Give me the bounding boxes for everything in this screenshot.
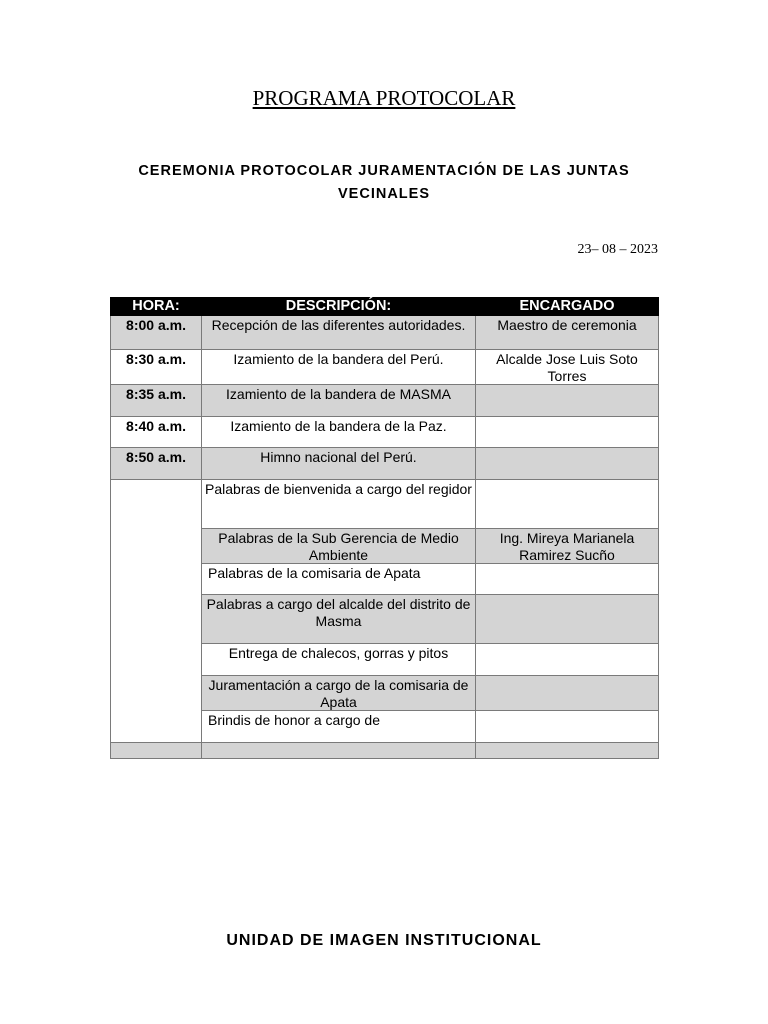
- row-encargado: [476, 743, 659, 759]
- table-header-row: [111, 298, 659, 316]
- row-descripcion: Izamiento de la bandera de la Paz.: [202, 417, 476, 448]
- row-hora-merged: [111, 480, 202, 743]
- row-encargado: [476, 595, 659, 644]
- row-descripcion: Brindis de honor a cargo de: [202, 711, 476, 743]
- row-encargado: [476, 676, 659, 711]
- row-descripcion: Palabras de la comisaria de Apata: [202, 564, 476, 595]
- table-row: [111, 385, 659, 417]
- header-encargado: ENCARGADO: [476, 298, 659, 316]
- document-title-block: [0, 86, 768, 111]
- row-descripcion: [202, 743, 476, 759]
- table-row: [111, 316, 659, 350]
- row-descripcion: Himno nacional del Perú.: [202, 448, 476, 480]
- document-date: 23– 08 – 2023: [577, 242, 658, 257]
- program-table: [110, 297, 659, 759]
- header-hora: HORA:: [111, 298, 202, 316]
- row-encargado: [476, 564, 659, 595]
- row-encargado: Ing. Mireya Marianela Ramirez Sucño: [476, 529, 659, 564]
- row-descripcion: Palabras de la Sub Gerencia de Medio Ambiente: [202, 529, 476, 564]
- row-hora: 8:30 a.m.: [111, 350, 202, 385]
- row-encargado: [476, 711, 659, 743]
- row-encargado: [476, 480, 659, 529]
- row-encargado: Maestro de ceremonia: [476, 316, 659, 350]
- document-footer: UNIDAD DE IMAGEN INSTITUCIONAL: [226, 932, 542, 949]
- table-row: [111, 480, 659, 529]
- row-encargado: [476, 644, 659, 676]
- subtitle-line-1: CEREMONIA PROTOCOLAR JURAMENTACIÓN DE LAS JUNTAS: [138, 163, 630, 179]
- row-descripcion: Palabras a cargo del alcalde del distrito de Masma: [202, 595, 476, 644]
- row-hora: 8:50 a.m.: [111, 448, 202, 480]
- row-hora: 8:35 a.m.: [111, 385, 202, 417]
- row-hora: 8:40 a.m.: [111, 417, 202, 448]
- row-encargado: [476, 385, 659, 417]
- table-row: [111, 417, 659, 448]
- row-encargado: Alcalde Jose Luis Soto Torres: [476, 350, 659, 385]
- row-descripcion: Izamiento de la bandera de MASMA: [202, 385, 476, 417]
- row-descripcion: Palabras de bienvenida a cargo del regidor: [202, 480, 476, 529]
- row-hora: [111, 743, 202, 759]
- row-hora: 8:00 a.m.: [111, 316, 202, 350]
- table-row: [111, 743, 659, 759]
- subtitle-line-2: VECINALES: [338, 186, 430, 202]
- document-subtitle: [110, 160, 658, 206]
- table-row: [111, 350, 659, 385]
- row-descripcion: Entrega de chalecos, gorras y pitos: [202, 644, 476, 676]
- table-row: [111, 448, 659, 480]
- row-descripcion: Izamiento de la bandera del Perú.: [202, 350, 476, 385]
- row-encargado: [476, 417, 659, 448]
- row-encargado: [476, 448, 659, 480]
- row-descripcion: Juramentación a cargo de la comisaria de Apata: [202, 676, 476, 711]
- document-title: PROGRAMA PROTOCOLAR: [252, 86, 516, 110]
- row-descripcion: Recepción de las diferentes autoridades.: [202, 316, 476, 350]
- header-descripcion: DESCRIPCIÓN:: [202, 298, 476, 316]
